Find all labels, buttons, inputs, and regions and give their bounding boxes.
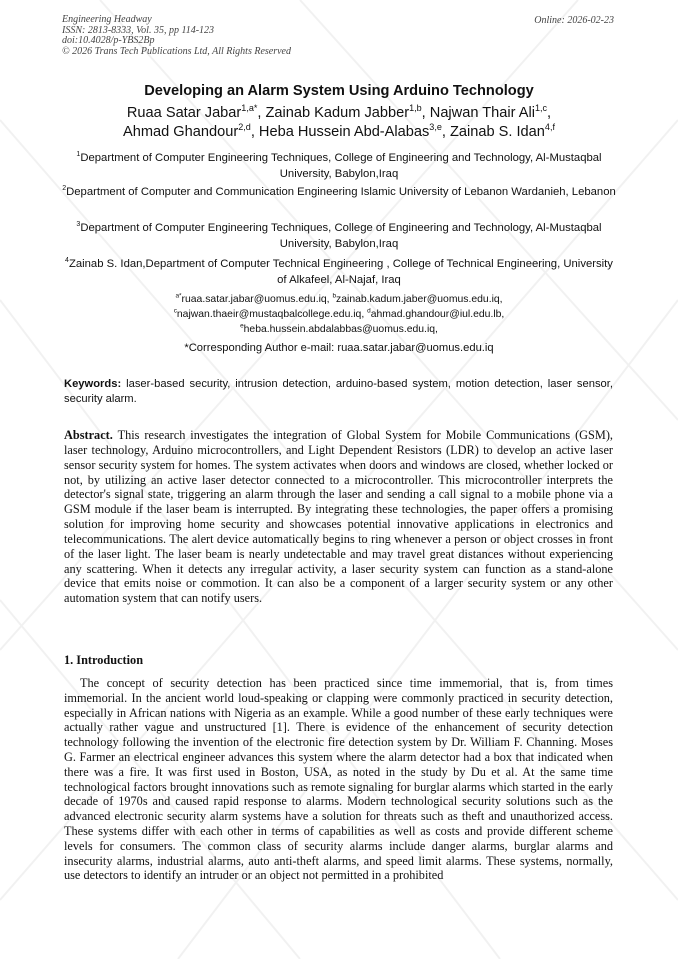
- corresponding-author: *Corresponding Author e-mail: ruaa.satar.jabar@uomus.edu.iq: [184, 342, 494, 354]
- copyright-line: © 2026 Trans Tech Publications Ltd, All Rights Reserved: [62, 45, 291, 57]
- introduction-text: The concept of security detection has been practiced since time immemorial, that is, from times immemorial. In the ancient world loud-speaking or clapping were commonly practiced in security detection, especially in African nations with Nigeria as an example. While a good number of these early techniques were actually rather vague and unstructured [1]. There is evidence of the enhancement of security detection technology following the invention of the electronic fire detection system by Dr. William F. Channing. Moses G. Farmer an electrical engineer advances this system where the alarm detector had a box that indicated when there was a fire. It was first used in Boston, USA, as noted in the study by Du et al. At the same time technological factors brought innovations such as remote signaling for burglar alarms which started in the early decade of 1970s and caused rapid response to alarms. Modern technological security solutions such as the advanced electronic security alarm systems have a solution for threats such as theft and unauthorized access. These systems differ with each other in terms of capabilities as well as costs and provide different scheme levels for consumers. The common class of security alarms include danger alarms, burglar alarms and insecurity alarms, industrial alarms, auto anti-theft alarms, and speed limit alarms. These systems, normally, use detectors to identify an intruder or an object not permitted in a prohibited: [64, 676, 613, 883]
- online-date: Online: 2026-02-23: [534, 15, 614, 26]
- issn-line: ISSN: 2813-8333, Vol. 35, pp 114-123: [62, 24, 215, 36]
- affiliation-2: $^2$Department of Computer and Communication Engineering Islamic University of Lebanon Wardanieh, Lebanon: [62, 185, 616, 198]
- section-heading: 1. Introduction: [64, 653, 144, 667]
- affiliation-3: $^3$Department of Computer Engineering Techniques, College of Engineering and Technology, Al-Mustaqbal University, Babylon,Iraq: [76, 221, 602, 250]
- author: Zainab S. Idan$^{4,f}$: [449, 122, 555, 140]
- email[interactable]: $^b$zainab.kadum.jaber@uomus.edu.iq,: [332, 292, 503, 305]
- abstract-label: Abstract.: [64, 428, 113, 442]
- author: Najwan Thair Ali$^{1,c}$,: [429, 103, 552, 121]
- author: Zainab Kadum Jabber$^{1,b}$,: [265, 103, 430, 121]
- journal-name: Engineering Headway: [62, 14, 152, 25]
- author: Ruaa Satar Jabar$^{1,a*}$,: [126, 103, 266, 121]
- affiliation-1: $^1$Department of Computer Engineering Techniques, College of Engineering and Technology, Al-Mustaqbal University, Babylon,Iraq: [76, 151, 602, 180]
- author: Ahmad Ghandour$^{2,d}$,: [123, 122, 259, 140]
- journal-header: [62, 15, 291, 57]
- email[interactable]: $^{a*}$ruaa.satar.jabar@uomus.edu.iq,: [175, 292, 333, 305]
- email[interactable]: $^d$ahmad.ghandour@iul.edu.lb,: [367, 307, 505, 320]
- author: Heba Hussein Abd-Alabas$^{3,e}$,: [258, 122, 450, 140]
- paper-title: Developing an Alarm System Using Arduino Technology: [144, 83, 534, 99]
- email[interactable]: $^c$najwan.thaeir@mustaqbalcollege.edu.iq,: [173, 307, 368, 320]
- keywords-text: laser-based security, intrusion detection, arduino-based system, motion detection, laser sensor, security alarm.: [64, 378, 613, 405]
- abstract-text: This research investigates the integration of Global System for Mobile Communications (GSM), laser technology, Arduino microcontrollers, and Light Dependent Resistors (LDR) to develop an active laser sensor security system for homes. The system activates when doors and windows are closed, whether locked or not, by utilizing an active laser detector connected to a microcontroller. This microcontroller interprets the detector's signal state, triggering an alarm through the laser and sending a call signal to a mobile phone via a GSM module if the laser beam is interrupted. By integrating these technologies, the paper offers a promising solution for improving home security and showcases potential innovative applications in electronics and telecommunications. The alert device automatically begins to ring whenever a person or object crosses in front of the laser light. The laser beam is nearly undetectable and may travel great distances without experiencing any scattering. When it detects any irregular activity, a laser security system can function as a stand-alone device that emits noise or commotion. It can also be a component of a larger security system or any other automation system that can notify users.: [64, 428, 613, 606]
- email-list: [62, 292, 616, 337]
- author-list: [62, 104, 616, 142]
- keywords-label: Keywords:: [64, 378, 122, 390]
- doi-line: doi:10.4028/p-YBS2Bp: [62, 35, 155, 47]
- abstract: [64, 428, 613, 606]
- affiliation-4: $^4$Zainab S. Idan,Department of Computer Technical Engineering , College of Technical Engineering, University of Alkafeel, Al-Najaf, Iraq: [65, 257, 613, 286]
- email[interactable]: $^e$heba.hussein.abdalabbas@uomus.edu.iq,: [240, 322, 438, 335]
- keywords: [64, 377, 613, 407]
